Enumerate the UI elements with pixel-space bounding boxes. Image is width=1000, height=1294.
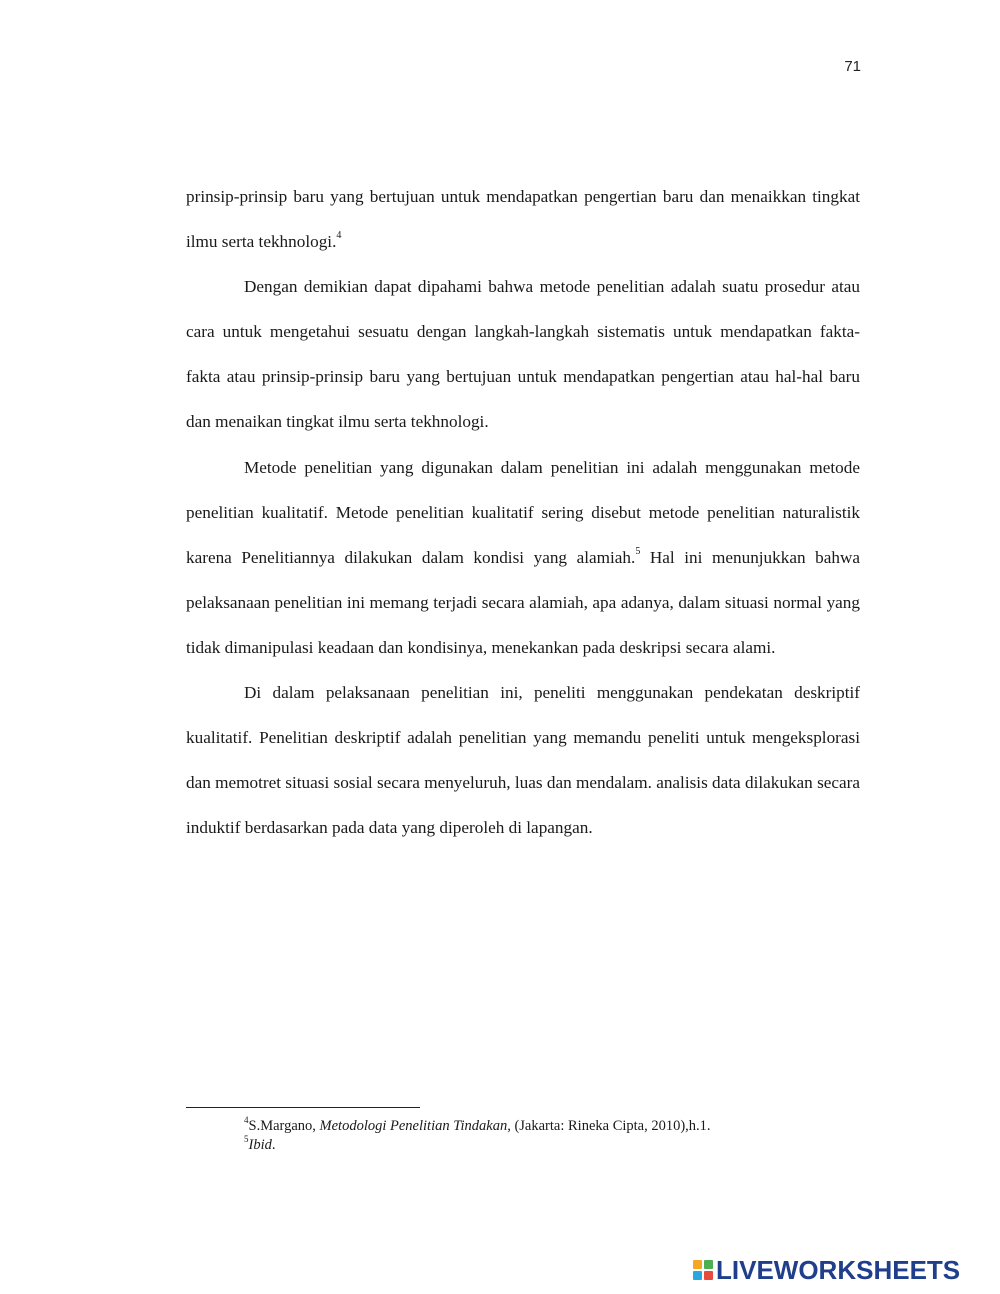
footnote-5-number: 5 <box>244 1134 249 1144</box>
footnote-5-rest: . <box>271 1137 276 1153</box>
paragraph-4 <box>186 670 860 850</box>
paragraph-2 <box>186 264 860 444</box>
footnote-4-author: S.Margano, <box>248 1118 320 1134</box>
footnote-4-number: 4 <box>244 1115 249 1125</box>
paragraph-3 <box>186 445 860 670</box>
page-number: 71 <box>844 58 861 75</box>
paragraph-1-text: prinsip-prinsip baru yang bertujuan untuk mendapatkan pengertian baru dan menaikkan tingkat ilmu serta tekhnologi. <box>186 187 860 252</box>
body-text <box>186 174 860 850</box>
liveworksheets-logo-icon <box>693 1260 713 1280</box>
footnote-ref-4: 4 <box>336 230 342 242</box>
logo-tile-4 <box>704 1271 713 1280</box>
watermark-text: LIVEWORKSHEETS <box>716 1255 961 1285</box>
paragraph-3-text-a: Metode penelitian yang digunakan dalam penelitian ini adalah menggunakan metode penelitian kualitatif. Metode penelitian kualitatif sering disebut metode penelitian naturalistik karena Penelitiannya dilakukan dalam kondisi yang alamiah. <box>186 457 860 567</box>
footnote-separator <box>186 1107 420 1108</box>
liveworksheets-watermark <box>693 1253 960 1287</box>
footnote-4 <box>244 1117 864 1136</box>
logo-tile-1 <box>693 1260 702 1269</box>
paragraph-3-text-b: Hal ini menunjukkan bahwa pelaksanaan penelitian ini memang terjadi secara alamiah, apa adanya, dalam situasi normal yang tidak dimanipulasi keadaan dan kondisinya, menekankan pada deskripsi secara alami. <box>186 547 860 657</box>
footnote-5-title: Ibid <box>248 1137 272 1153</box>
paragraph-4-text: Di dalam pelaksanaan penelitian ini, peneliti menggunakan pendekatan deskriptif kualitatif. Penelitian deskriptif adalah penelitian yang memandu peneliti untuk mengeksplorasi dan memotret situasi sosial secara menyeluruh, luas dan mendalam. analisis data dilakukan secara induktif berdasarkan pada data yang diperoleh di lapangan. <box>186 683 860 838</box>
footnote-5 <box>244 1136 864 1155</box>
logo-tile-3 <box>693 1271 702 1280</box>
footnote-4-rest: , (Jakarta: Rineka Cipta, 2010),h.1. <box>507 1118 711 1134</box>
footnote-4-title: Metodologi Penelitian Tindakan <box>319 1118 508 1134</box>
paragraph-2-text: Dengan demikian dapat dipahami bahwa metode penelitian adalah suatu prosedur atau cara untuk mengetahui sesuatu dengan langkah-langkah sistematis untuk mendapatkan fakta-fakta atau prinsip-prinsip baru yang bertujuan untuk mendapatkan pengertian atau hal-hal baru dan menaikan tingkat ilmu serta tekhnologi. <box>186 277 860 432</box>
logo-tile-2 <box>704 1260 713 1269</box>
footnotes <box>244 1117 864 1155</box>
footnote-ref-5: 5 <box>635 545 641 557</box>
paragraph-1 <box>186 174 860 264</box>
